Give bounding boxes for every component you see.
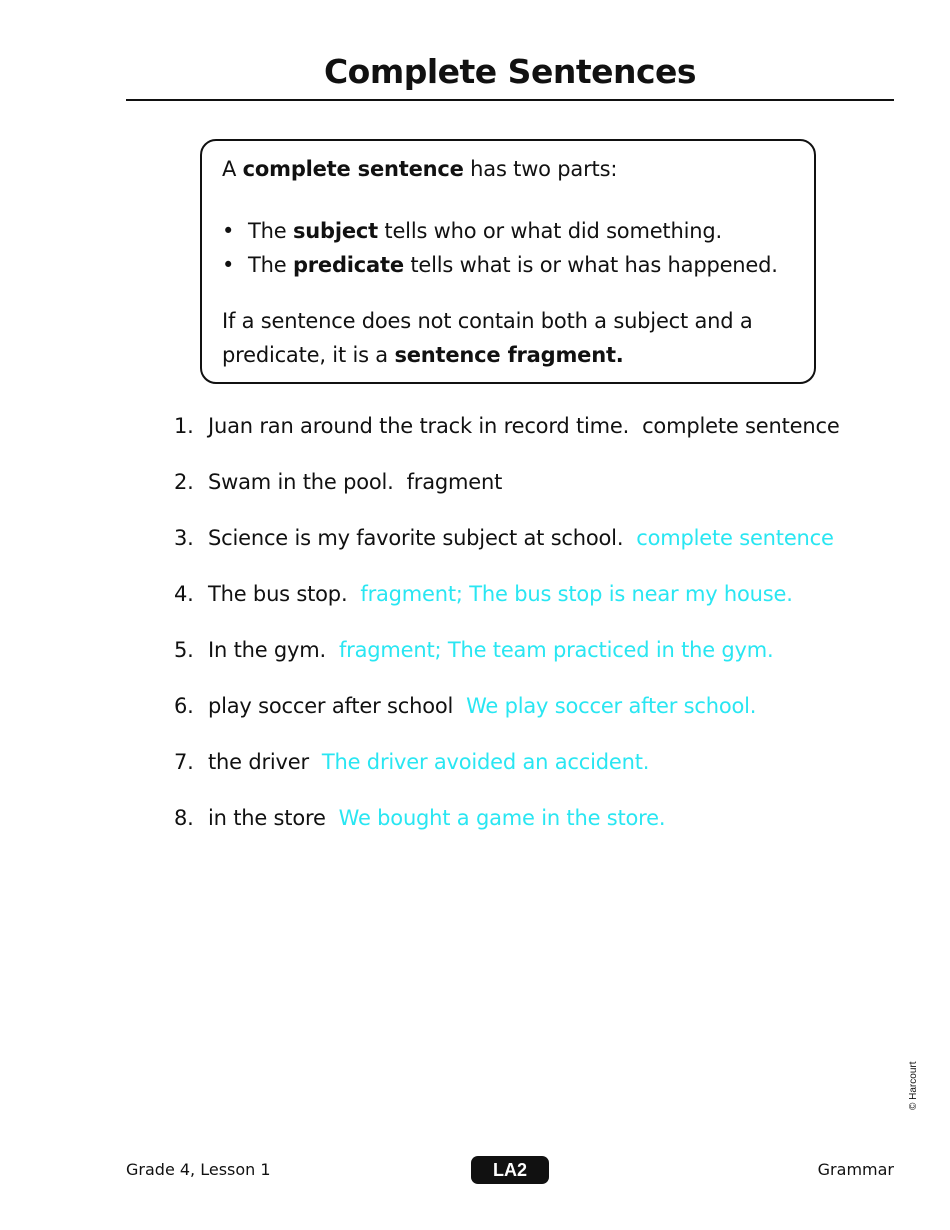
- item-answer: We play soccer after school.: [466, 694, 757, 718]
- rule-intro-suffix: has two parts:: [463, 157, 618, 181]
- item-number: 7.: [174, 750, 194, 774]
- page-badge: LA2: [471, 1156, 549, 1184]
- exercise-item-3: [174, 526, 834, 550]
- bullet-predicate-bold: predicate: [292, 253, 404, 277]
- item-text: The bus stop.: [208, 582, 348, 606]
- exercise-item-1: [174, 414, 840, 438]
- item-answer: complete sentence: [642, 414, 840, 438]
- rule-box: [200, 139, 816, 384]
- item-number: 3.: [174, 526, 194, 550]
- exercise-item-5: [174, 638, 774, 662]
- footer-subject: Grammar: [817, 1160, 894, 1179]
- item-number: 5.: [174, 638, 194, 662]
- bullet-icon: •: [222, 219, 235, 243]
- item-number: 1.: [174, 414, 194, 438]
- bullet-icon: •: [222, 253, 235, 277]
- item-text: in the store: [208, 806, 326, 830]
- item-text: Swam in the pool.: [208, 470, 394, 494]
- item-text: In the gym.: [208, 638, 327, 662]
- item-answer: fragment; The bus stop is near my house.: [360, 582, 793, 606]
- item-text: play soccer after school: [208, 694, 454, 718]
- exercise-item-6: [174, 694, 756, 718]
- title-divider: [126, 99, 894, 101]
- bullet-subject-suffix: tells who or what did something.: [377, 219, 722, 243]
- exercise-item-2: [174, 470, 502, 494]
- item-text: the driver: [208, 750, 309, 774]
- item-text: Juan ran around the track in record time.: [208, 414, 630, 438]
- item-number: 6.: [174, 694, 194, 718]
- exercise-item-8: [174, 806, 665, 830]
- rule-intro: [222, 157, 617, 181]
- item-answer: fragment: [406, 470, 503, 494]
- footer-grade-lesson: Grade 4, Lesson 1: [126, 1160, 271, 1179]
- exercise-item-7: [174, 750, 649, 774]
- rule-note-bold: sentence fragment.: [394, 343, 624, 367]
- item-number: 8.: [174, 806, 194, 830]
- item-number: 4.: [174, 582, 194, 606]
- exercise-item-4: [174, 582, 793, 606]
- rule-intro-prefix: A: [222, 157, 243, 181]
- page-title: Complete Sentences: [323, 52, 697, 91]
- bullet-subject-prefix: The: [248, 219, 293, 243]
- item-answer: The driver avoided an accident.: [321, 750, 650, 774]
- item-answer: complete sentence: [636, 526, 834, 550]
- bullet-predicate-prefix: The: [248, 253, 293, 277]
- rule-note-line1: If a sentence does not contain both a subject and a: [222, 309, 753, 333]
- copyright-notice: © Harcourt: [908, 1061, 919, 1110]
- item-text: Science is my favorite subject at school.: [208, 526, 624, 550]
- item-answer: fragment; The team practiced in the gym.: [338, 638, 774, 662]
- item-answer: We bought a game in the store.: [338, 806, 666, 830]
- bullet-subject-bold: subject: [292, 219, 378, 243]
- rule-intro-bold: complete sentence: [242, 157, 464, 181]
- bullet-subject: [248, 219, 722, 243]
- rule-note-line2: [222, 343, 624, 367]
- item-number: 2.: [174, 470, 194, 494]
- bullet-predicate-suffix: tells what is or what has happened.: [403, 253, 778, 277]
- bullet-predicate: [248, 253, 778, 277]
- rule-note-prefix: predicate, it is a: [222, 343, 395, 367]
